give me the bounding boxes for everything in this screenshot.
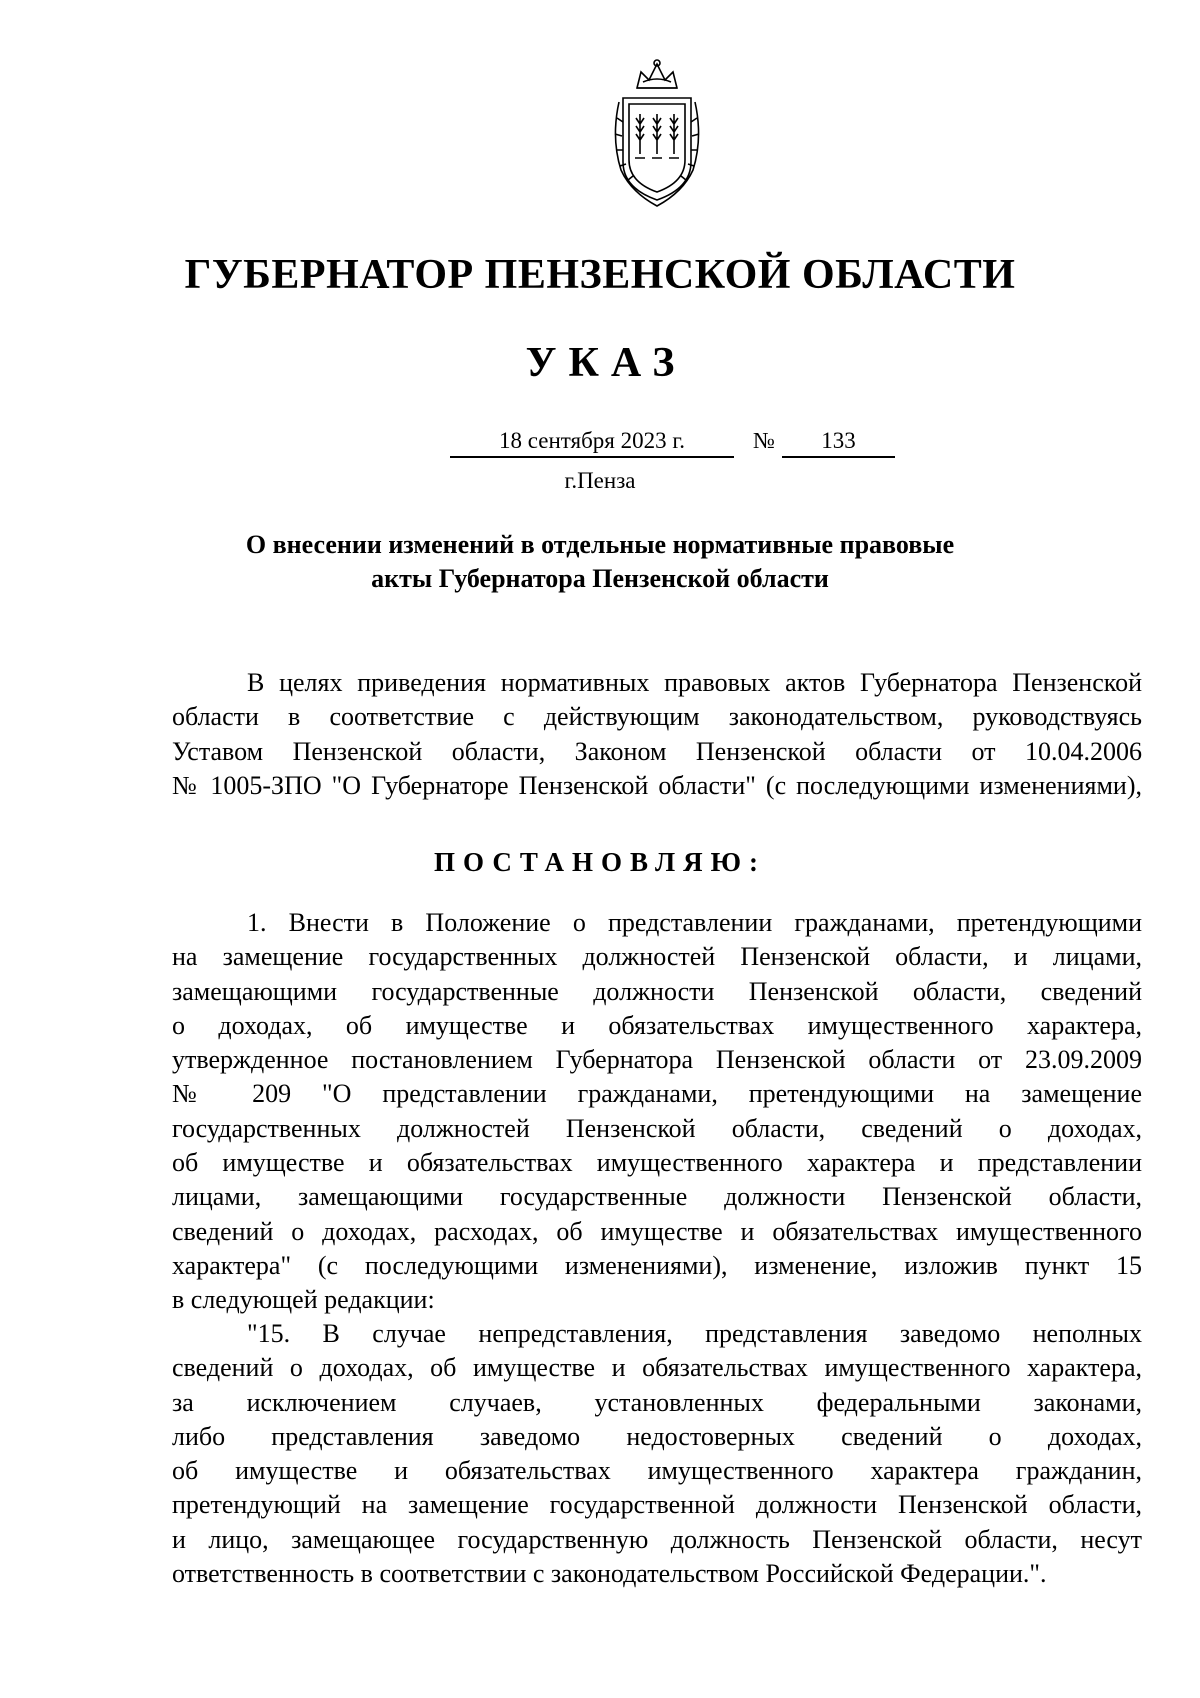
text-line: и лицо, замещающее государственную должность Пензенской области, несут: [172, 1524, 1142, 1554]
text-line: "15. В случае непредставления, представления заведомо неполных: [247, 1319, 1142, 1348]
text-line: Уставом Пензенской области, Законом Пензенской области от 10.04.2006: [172, 736, 1142, 766]
text-line: в следующей редакции:: [172, 1285, 435, 1315]
text-line: о доходах, об имуществе и обязательствах имущественного характера,: [172, 1010, 1142, 1040]
text-line: В целях приведения нормативных правовых актов Губернатора Пензенской: [247, 668, 1142, 697]
decree-title: [180, 528, 1020, 596]
text-line: об имуществе и обязательствах имущественного характера гражданин,: [172, 1456, 1142, 1486]
text-line: сведений о доходах, расходах, об имуществе и обязательствах имущественного: [172, 1216, 1142, 1246]
text-line: об имуществе и обязательствах имущественного характера и представлении: [172, 1148, 1142, 1178]
decree-title-line: акты Губернатора Пензенской области: [371, 564, 829, 593]
issuing-authority: ГУБЕРНАТОР ПЕНЗЕНСКОЙ ОБЛАСТИ: [184, 252, 1016, 298]
text-line: государственных должностей Пензенской области, сведений о доходах,: [172, 1113, 1142, 1143]
text-line: либо представления заведомо недостоверных сведений о доходах,: [172, 1421, 1142, 1451]
item-1-paragraph: [172, 906, 1142, 1318]
text-line: утвержденное постановлением Губернатора Пензенской области от 23.09.2009: [172, 1045, 1142, 1075]
text-line: лицами, замещающими государственные должности Пензенской области,: [172, 1182, 1142, 1212]
text-line: области в соответствие с действующим законодательством, руководствуясь: [172, 702, 1142, 732]
decree-number: 133: [782, 426, 895, 458]
document-type: УКАЗ: [525, 340, 687, 386]
text-line: на замещение государственных должностей Пензенской области, и лицами,: [172, 942, 1142, 972]
text-line: за исключением случаев, установленных федеральными законами,: [172, 1387, 1142, 1417]
preamble-paragraph: [172, 666, 1142, 803]
decree-date: 18 сентября 2023 г.: [450, 426, 734, 458]
text-line: 1. Внести в Положение о представлении гражданами, претендующими: [247, 908, 1142, 937]
text-line: сведений о доходах, об имуществе и обязательствах имущественного характера,: [172, 1353, 1142, 1383]
issue-city: г.Пенза: [564, 468, 636, 493]
coat-of-arms-emblem: [607, 58, 707, 210]
decree-operative-word: ПОСТАНОВЛЯЮ:: [434, 847, 766, 877]
text-line: № 209 "О представлении гражданами, претендующими на замещение: [172, 1079, 1142, 1109]
item-15-paragraph: [172, 1317, 1142, 1591]
text-line: претендующий на замещение государственной должности Пензенской области,: [172, 1490, 1142, 1520]
text-line: характера" (с последующими изменениями), изменение, изложив пункт 15: [172, 1250, 1142, 1280]
text-line: ответственность в соответствии с законодательством Российской Федерации.".: [172, 1559, 1047, 1589]
decree-title-line: О внесении изменений в отдельные нормативные правовые: [245, 530, 955, 559]
decree-number-label: №: [753, 428, 775, 453]
text-line: замещающими государственные должности Пензенской области, сведений: [172, 976, 1142, 1006]
text-line: № 1005-ЗПО "О Губернаторе Пензенской области" (с последующими изменениями),: [172, 770, 1142, 800]
